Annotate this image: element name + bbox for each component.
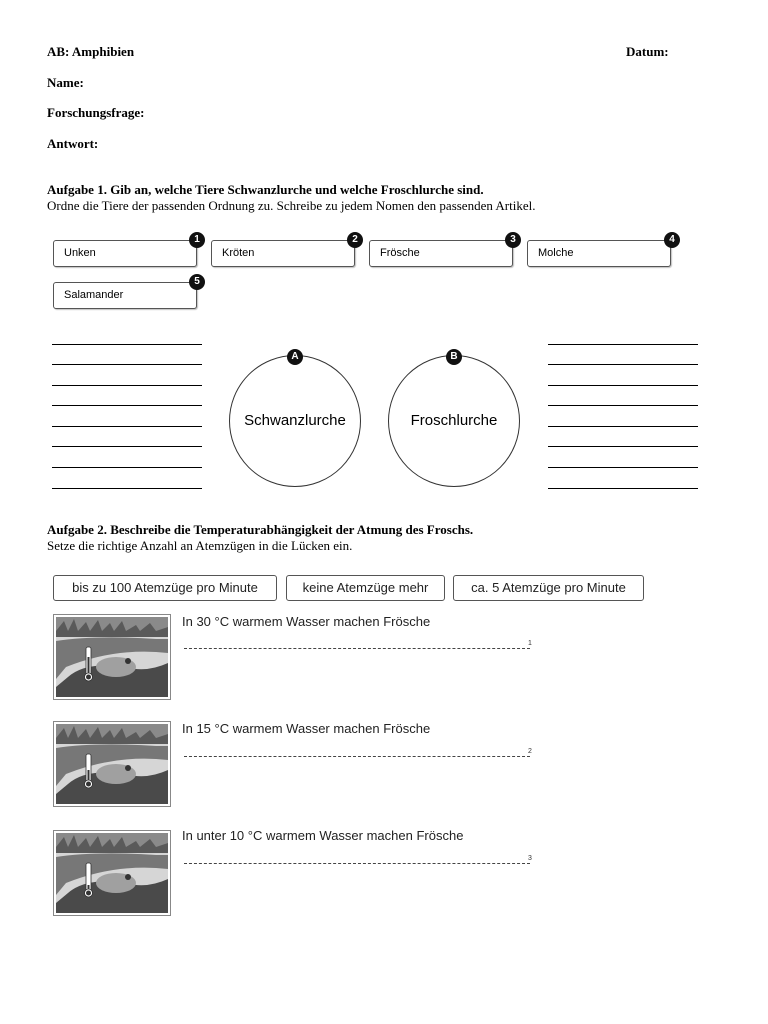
number-badge: 3: [505, 232, 521, 248]
animal-label: Unken: [64, 247, 96, 259]
answer-line[interactable]: [52, 488, 202, 489]
animal-label: Molche: [538, 247, 574, 259]
footnote-marker: 3: [528, 855, 532, 862]
answer-line[interactable]: [52, 344, 202, 345]
date-label: Datum:: [626, 44, 669, 59]
option-100-breaths[interactable]: bis zu 100 Atemzüge pro Minute: [53, 575, 277, 601]
frog-thermometer-image: [53, 830, 171, 916]
frog-illustration: [56, 724, 168, 804]
group-circle-schwanzlurche[interactable]: [229, 355, 361, 487]
frog-thermometer-image: [53, 721, 171, 807]
number-badge: 4: [664, 232, 680, 248]
option-5-breaths[interactable]: ca. 5 Atemzüge pro Minute: [453, 575, 644, 601]
option-no-breaths[interactable]: keine Atemzüge mehr: [286, 575, 445, 601]
task2-instruction: Setze die richtige Anzahl an Atemzügen in die Lücken ein.: [47, 538, 353, 553]
answer-line[interactable]: [52, 446, 202, 447]
group-circle-froschlurche[interactable]: [388, 355, 520, 487]
answer-line[interactable]: [548, 385, 698, 386]
answer-line[interactable]: [52, 467, 202, 468]
research-question-label: Forschungsfrage:: [47, 105, 145, 120]
marker-badge: B: [446, 349, 462, 365]
answer-line[interactable]: [52, 385, 202, 386]
answer-blank[interactable]: [184, 756, 530, 757]
group-label: Schwanzlurche: [244, 412, 346, 429]
answer-line[interactable]: [52, 364, 202, 365]
animal-card-salamander[interactable]: [53, 282, 197, 309]
animal-label: Salamander: [64, 289, 124, 301]
animal-card-unken[interactable]: [53, 240, 197, 267]
answer-line[interactable]: [548, 344, 698, 345]
answer-line[interactable]: [548, 426, 698, 427]
task2-title: Aufgabe 2. Beschreibe die Temperaturabhängigkeit der Atmung des Froschs.: [47, 522, 474, 537]
name-label: Name:: [47, 75, 84, 90]
answer-line[interactable]: [548, 405, 698, 406]
animal-card-molche[interactable]: [527, 240, 671, 267]
answer-blank[interactable]: [184, 863, 530, 864]
question-under-10-degrees: In unter 10 °C warmem Wasser machen Frösche: [182, 828, 464, 843]
answer-line[interactable]: [52, 405, 202, 406]
frog-illustration: [56, 833, 168, 913]
animal-label: Frösche: [380, 247, 420, 259]
answer-line[interactable]: [548, 467, 698, 468]
group-label: Froschlurche: [410, 412, 498, 429]
answer-blank[interactable]: [184, 648, 530, 649]
answer-line[interactable]: [52, 426, 202, 427]
task1-title: Aufgabe 1. Gib an, welche Tiere Schwanzlurche und welche Froschlurche sind.: [47, 182, 484, 197]
animal-label: Kröten: [222, 247, 255, 259]
frog-illustration: [56, 617, 168, 697]
worksheet-title: AB: Amphibien: [47, 44, 135, 59]
frog-thermometer-image: [53, 614, 171, 700]
number-badge: 1: [189, 232, 205, 248]
footnote-marker: 1: [528, 640, 532, 647]
answer-line[interactable]: [548, 488, 698, 489]
question-30-degrees: In 30 °C warmem Wasser machen Frösche: [182, 614, 431, 629]
footnote-marker: 2: [528, 748, 532, 755]
animal-card-froesche[interactable]: [369, 240, 513, 267]
task1-instruction: Ordne die Tiere der passenden Ordnung zu. Schreibe zu jedem Nomen den passenden Artikel.: [47, 198, 536, 213]
answer-line[interactable]: [548, 446, 698, 447]
number-badge: 2: [347, 232, 363, 248]
question-15-degrees: In 15 °C warmem Wasser machen Frösche: [182, 721, 431, 736]
number-badge: 5: [189, 274, 205, 290]
animal-card-kroeten[interactable]: [211, 240, 355, 267]
answer-line[interactable]: [548, 364, 698, 365]
answer-label: Antwort:: [47, 136, 99, 151]
marker-badge: A: [287, 349, 303, 365]
